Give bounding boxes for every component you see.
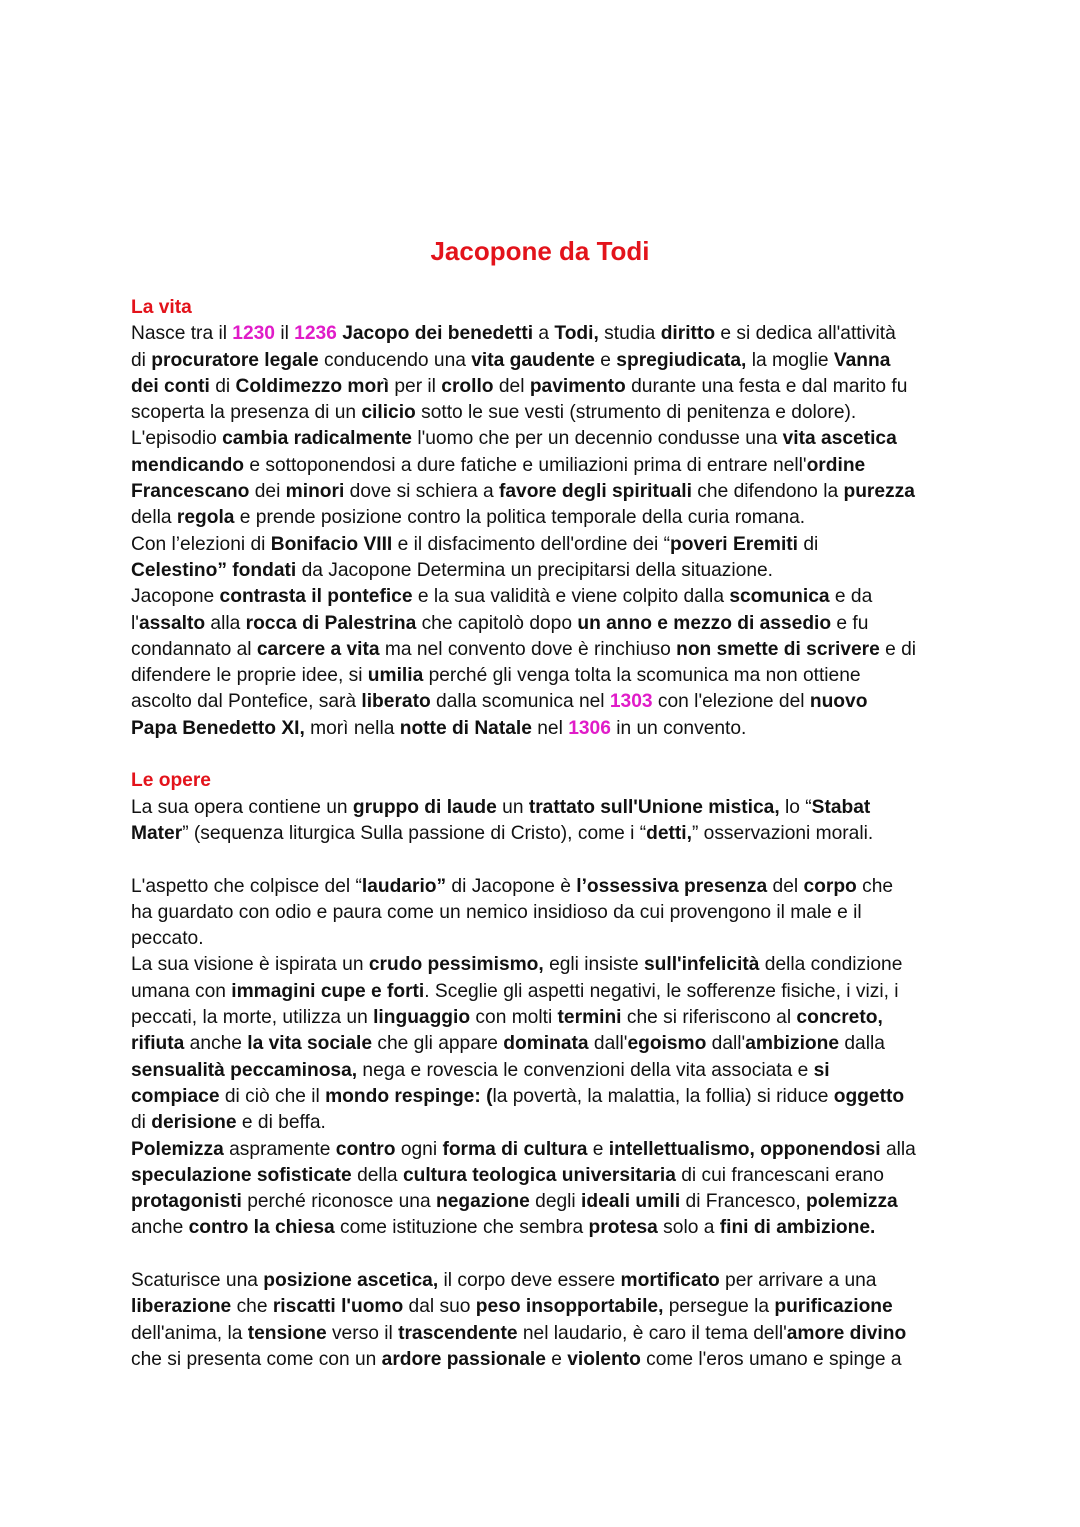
text-run: alla <box>880 1138 916 1160</box>
text-run: sotto le sue vesti (strumento di penitenza e dolore). <box>415 402 857 424</box>
bold-text: diritto <box>660 323 716 345</box>
text-run: umana con <box>131 980 232 1002</box>
bold-text: amore divino <box>786 1322 907 1344</box>
text-line <box>131 453 961 479</box>
bold-text: intellettualismo, opponendosi <box>608 1138 881 1160</box>
text-run: Scaturisce una <box>131 1269 264 1291</box>
bold-text: dominata <box>503 1033 589 1055</box>
text-run: nel <box>531 717 569 739</box>
bold-text: ambizione <box>745 1033 840 1055</box>
text-run: di cui francescani erano <box>675 1164 884 1186</box>
text-run: dall' <box>588 1033 628 1055</box>
text-line <box>131 479 961 505</box>
text-run: e di <box>879 638 917 660</box>
bold-text: minori <box>285 481 345 503</box>
text-run: che gli appare <box>372 1033 504 1055</box>
text-line <box>131 348 961 374</box>
bold-text: cilicio <box>361 402 416 424</box>
text-run: per arrivare a una <box>719 1269 877 1291</box>
bold-text: spregiudicata, <box>616 349 747 371</box>
text-run: nega e rovescia le convenzioni della vita associata e <box>357 1059 814 1081</box>
text-run: di <box>209 375 236 397</box>
text-run: che si presenta come con un <box>131 1348 382 1370</box>
bold-text: si <box>813 1059 830 1081</box>
text-line <box>131 1189 961 1215</box>
section-3 <box>131 1268 961 1373</box>
bold-text: notte di Natale <box>399 717 532 739</box>
bold-text: dei conti <box>131 375 210 397</box>
text-run: dal suo <box>403 1296 476 1318</box>
text-line <box>131 1294 961 1320</box>
date-highlight: 1303 <box>609 691 653 713</box>
text-run: solo a <box>657 1217 720 1239</box>
bold-text: la vita sociale <box>247 1033 373 1055</box>
bold-text: Todi, <box>554 323 599 345</box>
bold-text: vita ascetica <box>782 428 897 450</box>
text-run: con l'elezione del <box>652 691 810 713</box>
bold-text: contrasta il pontefice <box>219 586 413 608</box>
text-run: dove si schiera a <box>344 481 499 503</box>
text-run: e si dedica all'attività <box>715 323 896 345</box>
bold-text: poveri Eremiti <box>670 533 798 555</box>
text-run: ma nel convento dove è rinchiuso <box>379 638 677 660</box>
bold-text: immagini cupe e forti <box>231 980 425 1002</box>
text-run: dell'anima, la <box>131 1322 248 1344</box>
bold-text: cultura teologica universitaria <box>402 1164 676 1186</box>
text-run: un <box>496 796 529 818</box>
text-line <box>131 1163 961 1189</box>
text-run: e <box>545 1348 568 1370</box>
text-line <box>131 821 961 847</box>
bold-text: trascendente <box>398 1322 518 1344</box>
text-line <box>131 1084 961 1110</box>
bold-text: nuovo <box>809 691 868 713</box>
text-line <box>131 900 961 926</box>
bold-text: mendicando <box>131 454 245 476</box>
text-run: di ciò che il <box>219 1085 326 1107</box>
bold-text: liberazione <box>131 1296 232 1318</box>
bold-text: ideali umili <box>581 1191 681 1213</box>
bold-text: trattato sull'Unione mistica, <box>528 796 780 818</box>
bold-text: sull'infelicità <box>643 954 760 976</box>
text-run: di <box>131 349 152 371</box>
text-run: studia <box>598 323 661 345</box>
bold-text: gruppo di laude <box>352 796 497 818</box>
text-run: che si riferiscono al <box>621 1007 797 1029</box>
text-line <box>131 979 961 1005</box>
bold-text: Vanna <box>833 349 891 371</box>
bold-text: crudo pessimismo, <box>368 954 544 976</box>
bold-text: Stabat <box>811 796 871 818</box>
text-run: di Jacopone è <box>446 875 577 897</box>
bold-text: posizione ascetica, <box>263 1269 439 1291</box>
bold-text: forma di cultura <box>442 1138 588 1160</box>
bold-text: tensione <box>247 1322 327 1344</box>
text-run: peccati, la morte, utilizza un <box>131 1007 374 1029</box>
section-2 <box>131 874 961 1242</box>
bold-text: umilia <box>367 665 424 687</box>
bold-text: Bonifacio VIII <box>270 533 393 555</box>
text-run: e di beffa. <box>236 1112 326 1134</box>
text-run: il <box>274 323 295 345</box>
text-line <box>131 611 961 637</box>
paragraph-gap <box>131 1242 961 1268</box>
section-heading: Le opere <box>131 770 211 792</box>
bold-text: Mater <box>131 822 183 844</box>
bold-text: concreto, <box>796 1007 883 1029</box>
text-line <box>131 1268 961 1294</box>
bold-text: Jacopo dei benedetti <box>342 323 534 345</box>
bold-text: Coldimezzo morì <box>235 375 390 397</box>
bold-text: pavimento <box>529 375 626 397</box>
text-line <box>131 663 961 689</box>
text-run: aspramente <box>223 1138 336 1160</box>
bold-text: protesa <box>588 1217 658 1239</box>
text-line <box>131 952 961 978</box>
text-run: di <box>131 1112 152 1134</box>
text-line <box>131 1137 961 1163</box>
text-line <box>131 1005 961 1031</box>
paragraph-gap <box>131 742 961 768</box>
text-line <box>131 558 961 584</box>
text-run: Nasce tra il <box>131 323 233 345</box>
bold-text: negazione <box>435 1191 530 1213</box>
bold-text: polemizza <box>806 1191 898 1213</box>
bold-text: crollo <box>441 375 494 397</box>
text-run: perché riconosce una <box>241 1191 436 1213</box>
paragraph-gap <box>131 847 961 873</box>
text-run: la moglie <box>746 349 834 371</box>
date-highlight: 1306 <box>568 717 611 739</box>
text-line <box>131 1321 961 1347</box>
text-line <box>131 1347 961 1373</box>
text-run: che <box>856 875 894 897</box>
bold-text: ordine <box>806 454 866 476</box>
text-run: ascolto dal Pontefice, sarà <box>131 691 362 713</box>
bold-text: contro <box>335 1138 396 1160</box>
text-run: Con l’elezioni di <box>131 533 271 555</box>
text-run: L'aspetto che colpisce del “ <box>131 875 362 897</box>
text-run: e <box>587 1138 609 1160</box>
bold-text: contro la chiesa <box>188 1217 335 1239</box>
text-run: e prende posizione contro la politica temporale della curia romana. <box>234 507 806 529</box>
text-run: degli <box>529 1191 582 1213</box>
text-run: di Francesco, <box>680 1191 807 1213</box>
bold-text: detti, <box>646 822 692 844</box>
text-run: Jacopone <box>131 586 220 608</box>
text-run: e la sua validità e viene colpito dalla <box>412 586 730 608</box>
text-run: a <box>533 323 555 345</box>
text-run: anche <box>131 1217 189 1239</box>
bold-text: Polemizza <box>131 1138 224 1160</box>
text-run: La sua visione è ispirata un <box>131 954 369 976</box>
text-run: ” (sequenza liturgica Sulla passione di Cristo), come i “ <box>182 822 647 844</box>
bold-text: ardore passionale <box>381 1348 546 1370</box>
bold-text: l’ossessiva presenza <box>576 875 768 897</box>
text-run: scoperta la presenza di un <box>131 402 362 424</box>
bold-text: protagonisti <box>131 1191 242 1213</box>
text-run: il corpo deve essere <box>438 1269 621 1291</box>
bold-text: derisione <box>151 1112 237 1134</box>
text-run: dalla scomunica nel <box>430 691 610 713</box>
text-line <box>131 1058 961 1084</box>
text-line <box>131 374 961 400</box>
text-run: l'uomo che per un decennio condusse una <box>411 428 783 450</box>
text-line <box>131 716 961 742</box>
text-line <box>131 400 961 426</box>
text-run: che <box>231 1296 273 1318</box>
text-run: anche <box>184 1033 248 1055</box>
text-line <box>131 926 961 952</box>
bold-text: termini <box>557 1007 622 1029</box>
bold-text: assalto <box>138 612 206 634</box>
bold-text: corpo <box>803 875 857 897</box>
text-run: e <box>594 349 617 371</box>
bold-text: Celestino” fondati <box>131 559 297 581</box>
text-run: e sottoponendosi a dure fatiche e umiliazioni prima di entrare nell' <box>244 454 807 476</box>
bold-text: sensualità peccaminosa, <box>131 1059 358 1081</box>
text-run: durante una festa e dal marito fu <box>625 375 908 397</box>
text-run: che difendono la <box>691 481 844 503</box>
bold-text: purificazione <box>774 1296 893 1318</box>
bold-text: Francescano <box>131 481 250 503</box>
text-line <box>131 505 961 531</box>
text-run: lo “ <box>779 796 812 818</box>
bold-text: favore degli spirituali <box>498 481 692 503</box>
text-run: che capitolò dopo <box>416 612 578 634</box>
text-run: e da <box>829 586 873 608</box>
section-0 <box>131 295 961 742</box>
text-run: La sua opera contiene un <box>131 796 353 818</box>
section-1 <box>131 768 961 847</box>
text-run: alla <box>205 612 246 634</box>
bold-text: speculazione sofisticate <box>131 1164 352 1186</box>
bold-text: Papa Benedetto XI, <box>131 717 305 739</box>
text-run: persegue la <box>663 1296 775 1318</box>
text-run: verso il <box>326 1322 399 1344</box>
text-run: e il disfacimento dell'ordine dei “ <box>392 533 671 555</box>
text-run: con molti <box>470 1007 558 1029</box>
bold-text: oggetto <box>833 1085 905 1107</box>
bold-text: vita gaudente <box>471 349 595 371</box>
text-run: la povertà, la malattia, la follia) si riduce <box>492 1085 834 1107</box>
text-run: l' <box>131 612 139 634</box>
bold-text: un anno e mezzo di assedio <box>577 612 832 634</box>
bold-text: carcere a vita <box>256 638 380 660</box>
bold-text: violento <box>567 1348 641 1370</box>
bold-text: cambia radicalmente <box>222 428 412 450</box>
bold-text: rifiuta <box>131 1033 185 1055</box>
bold-text: mondo respinge: ( <box>325 1085 493 1107</box>
text-line <box>131 637 961 663</box>
text-run: ha guardato con odio e paura come un nemico insidioso da cui provengono il male e il <box>131 901 862 923</box>
bold-text: peso insopportabile, <box>475 1296 664 1318</box>
bold-text: rocca di Palestrina <box>245 612 417 634</box>
bold-text: laudario” <box>361 875 447 897</box>
bold-text: fini di ambizione. <box>719 1217 876 1239</box>
text-run: nel laudario, è caro il tema dell' <box>517 1322 787 1344</box>
bold-text: purezza <box>843 481 915 503</box>
text-run: L'episodio <box>131 428 223 450</box>
text-run: dei <box>249 481 286 503</box>
text-run: da Jacopone Determina un precipitarsi della situazione. <box>296 559 773 581</box>
text-run: perché gli venga tolta la scomunica ma non ottiene <box>423 665 861 687</box>
text-line <box>131 426 961 452</box>
text-line <box>131 795 961 821</box>
text-run: ogni <box>395 1138 443 1160</box>
text-line <box>131 584 961 610</box>
bold-text: egoismo <box>627 1033 707 1055</box>
bold-text: liberato <box>361 691 431 713</box>
text-run: della <box>131 507 177 529</box>
text-run: della <box>351 1164 403 1186</box>
text-run: del <box>493 375 530 397</box>
bold-text: compiace <box>131 1085 220 1107</box>
text-run: come l'eros umano e spinge a <box>640 1348 902 1370</box>
document-body <box>131 295 961 1373</box>
bold-text: non smette di scrivere <box>676 638 880 660</box>
bold-text: procuratore legale <box>151 349 319 371</box>
text-run: e fu <box>831 612 869 634</box>
page-title: Jacopone da Todi <box>430 236 650 266</box>
text-run: di <box>798 533 819 555</box>
section-heading: La vita <box>131 297 192 318</box>
text-line <box>131 321 961 347</box>
bold-text: mortificato <box>620 1269 720 1291</box>
text-run: come istituzione che sembra <box>334 1217 589 1239</box>
bold-text: linguaggio <box>373 1007 471 1029</box>
text-run: . Sceglie gli aspetti negativi, le sofferenze fisiche, i vizi, i <box>424 980 899 1002</box>
date-highlight: 1230 <box>232 323 275 345</box>
text-run: in un convento. <box>610 717 747 739</box>
text-run: difendere le proprie idee, si <box>131 665 368 687</box>
text-run: dalla <box>839 1033 885 1055</box>
text-run: condannato al <box>131 638 257 660</box>
text-run: peccato. <box>131 928 204 950</box>
text-run: conducendo una <box>318 349 472 371</box>
text-run: dall' <box>706 1033 746 1055</box>
bold-text: scomunica <box>729 586 830 608</box>
text-line <box>131 1110 961 1136</box>
text-run: per il <box>389 375 442 397</box>
bold-text: regola <box>176 507 235 529</box>
text-run: del <box>767 875 804 897</box>
text-run: ” osservazioni morali. <box>691 822 874 844</box>
date-highlight: 1236 <box>294 323 337 345</box>
text-line <box>131 532 961 558</box>
text-run: della condizione <box>759 954 903 976</box>
text-line <box>131 1031 961 1057</box>
text-line <box>131 689 961 715</box>
bold-text: riscatti l'uomo <box>272 1296 404 1318</box>
text-run: morì nella <box>304 717 400 739</box>
text-line <box>131 1215 961 1241</box>
text-line <box>131 874 961 900</box>
text-run: egli insiste <box>543 954 644 976</box>
